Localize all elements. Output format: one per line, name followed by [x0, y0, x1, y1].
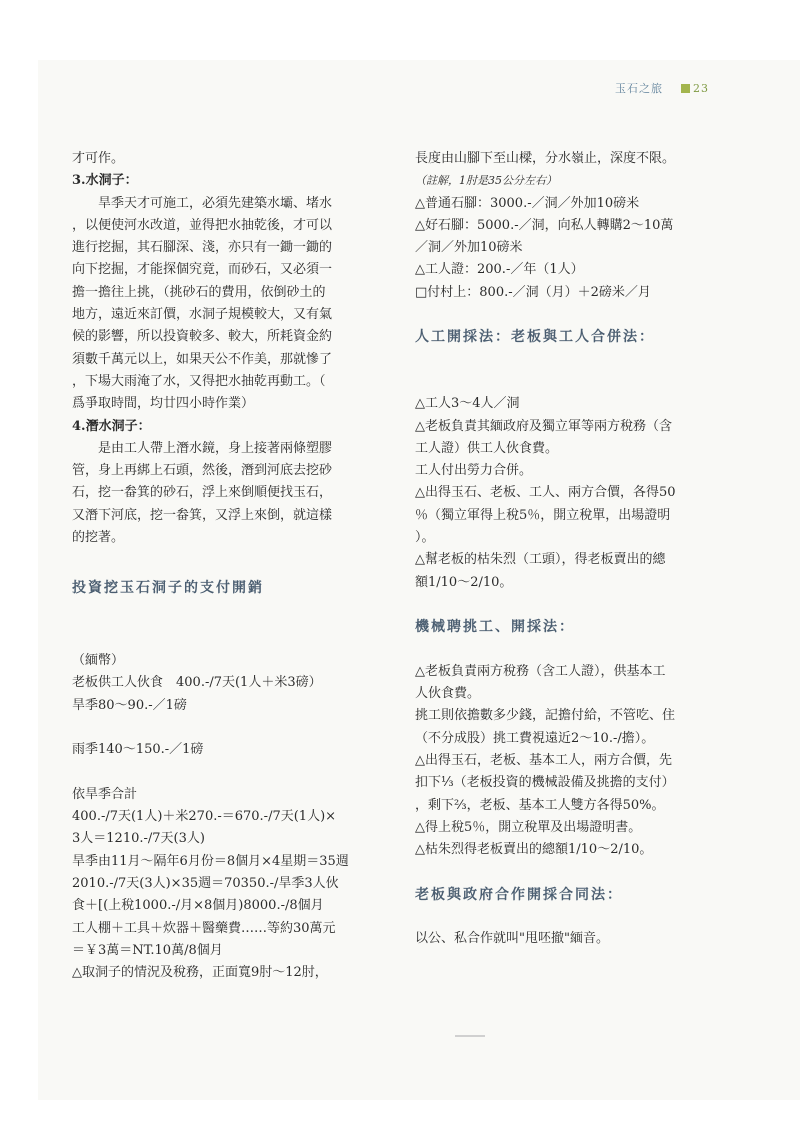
dry-total-title: 依旱季合計	[72, 786, 138, 802]
body-line: 管，身上再綁上石頭，然後，潛到河底去挖砂	[72, 463, 333, 479]
left-column	[72, 148, 382, 984]
cost-line: 旱季80～90.-／1磅	[72, 697, 187, 713]
body-line: 工人付出勞力合併。	[415, 463, 533, 479]
body-line: 的挖著。	[72, 530, 125, 546]
dry-total-line: △取洞子的情況及稅務，正面寬9肘～12肘，	[72, 965, 328, 981]
dry-total-line: 2010.-/7天(3人)×35週＝70350.-/旱季3人伙	[72, 875, 339, 891]
section-3-title: 3.水洞子：	[72, 173, 138, 189]
body-line: △幫老板的枯朱烈（工頭），得老板賣出的總	[415, 552, 666, 568]
body-line: ，剩下⅔，老板、基本工人雙方各得50%。	[415, 797, 665, 813]
body-line: 旱季天才可施工，必須先建築水壩、堵水	[98, 195, 333, 211]
body-line: △枯朱烈得老板賣出的總額1/10～2/10。	[415, 842, 653, 858]
currency-note: （緬幣）	[72, 652, 125, 668]
body-line: ，以便使河水改道，並得把水抽乾後，才可以	[72, 217, 333, 233]
body-line: 是由工人帶上潛水鏡，身上接著兩條塑膠	[98, 440, 333, 456]
section-4-title: 4.潛水洞子：	[72, 418, 151, 434]
body-line: （不分成股）挑工費視遠近2～10.-/擔）。	[415, 730, 655, 746]
header-title: 玉石之旅	[615, 82, 663, 95]
body-line: △出得玉石，老板、基本工人，兩方合價，先	[415, 753, 672, 769]
cost-heading: 投資挖玉石洞子的支付開銷	[72, 580, 264, 597]
cost-line: 老板供工人伙食 400.-/7天(1人＋米3磅）	[72, 675, 322, 691]
machine-method-heading: 機械聘挑工、開採法：	[415, 619, 575, 636]
fee-line: △工人證：200.-／年（1人）	[415, 262, 584, 278]
body-line: 進行挖掘，其石腳深、淺，亦只有一鋤一鋤的	[72, 240, 333, 256]
fee-line: △好石腳：5000.-／洞，向私人轉購2～10萬	[415, 217, 674, 233]
dry-total-line: ＝￥3萬＝NT.10萬/8個月	[72, 942, 223, 958]
scan-mark	[455, 1035, 485, 1037]
body-line: 工人證）供工人伙食費。	[415, 440, 559, 456]
header-square-icon	[681, 84, 690, 93]
body-line: 挑工則依擔數多少錢，記擔付給，不管吃、住	[415, 708, 676, 724]
dry-total-line: 工人棚＋工具＋炊器＋醫藥費……等約30萬元	[72, 920, 336, 936]
manual-method-heading: 人工開採法：老板與工人合併法：	[415, 329, 655, 346]
page-number: 23	[693, 82, 709, 95]
right-column	[415, 148, 735, 951]
fee-line: □付村上：800.-／洞（月）＋2磅米／月	[415, 284, 651, 300]
running-header	[615, 80, 709, 96]
body-line: 擔一擔往上挑，（挑砂石的費用，依倒砂土的	[72, 284, 326, 300]
body-line: 以公、私合作就叫"甩呸撤"緬音。	[415, 931, 609, 947]
fee-line: △普通石腳：3000.-／洞／外加10磅米	[415, 195, 640, 211]
body-line: 石，挖一畚箕的砂石，浮上來倒順便找玉石，	[72, 485, 333, 501]
body-line: 人伙食費。	[415, 686, 481, 702]
body-line: ，下場大雨淹了水，又得把水抽乾再動工。（	[72, 373, 326, 389]
fee-line: ／洞／外加10磅米	[415, 240, 523, 256]
body-line: ％（獨立軍得上稅5％，開立稅單，出場證明	[415, 507, 671, 523]
dry-total-line: 食＋[(上稅1000.-/月×8個月)8000.-/8個月	[72, 898, 324, 914]
rain-season-line: 雨季140～150.-／1磅	[72, 742, 204, 758]
body-line: 長度由山腳下至山樑，分水嶺止，深度不限。	[415, 151, 676, 166]
body-line: 爲爭取時間，均廿四小時作業）	[72, 396, 255, 412]
body-line: △工人3～4人／洞	[415, 396, 520, 412]
annotation-note: （註解，1肘是35公分左右）	[415, 174, 557, 188]
body-line: 額1/10～2/10。	[415, 574, 513, 590]
dry-total-line: 旱季由11月～隔年6月份＝8個月×4星期＝35週	[72, 853, 349, 869]
body-line: △老板負責兩方稅務（含工人證），供基本工	[415, 663, 666, 679]
body-line: △出得玉石、老板、工人、兩方合價，各得50	[415, 485, 676, 501]
body-line: 須數千萬元以上，如果天公不作美，那就慘了	[72, 351, 333, 367]
body-line: 候的影響，所以投資較多、較大，所耗資金約	[72, 329, 333, 345]
body-line: 向下挖掘，才能探個究竟，而砂石，又必須一	[72, 262, 333, 278]
body-line: 地方，遠近來訂價，水洞子規模較大，又有氣	[72, 307, 333, 323]
body-line: △老板負責其緬政府及獨立軍等兩方稅務（含	[415, 418, 672, 434]
intro-line: 才可作。	[72, 151, 125, 166]
body-line: 又潛下河底，挖一畚箕，又浮上來倒，就這樣	[72, 507, 333, 523]
body-line: ）。	[415, 530, 435, 546]
body-line: △得上稅5％，開立稅單及出場證明書。	[415, 819, 642, 835]
dry-total-line: 3人＝1210.-/7天(3人)	[72, 831, 205, 847]
government-contract-heading: 老板與政府合作開採合同法：	[415, 886, 623, 903]
dry-total-line: 400.-/7天(1人)＋米270.-＝670.-/7天(1人)×	[72, 809, 337, 825]
body-line: 扣下⅓（老板投資的機械設備及挑擔的支付）	[415, 775, 675, 791]
